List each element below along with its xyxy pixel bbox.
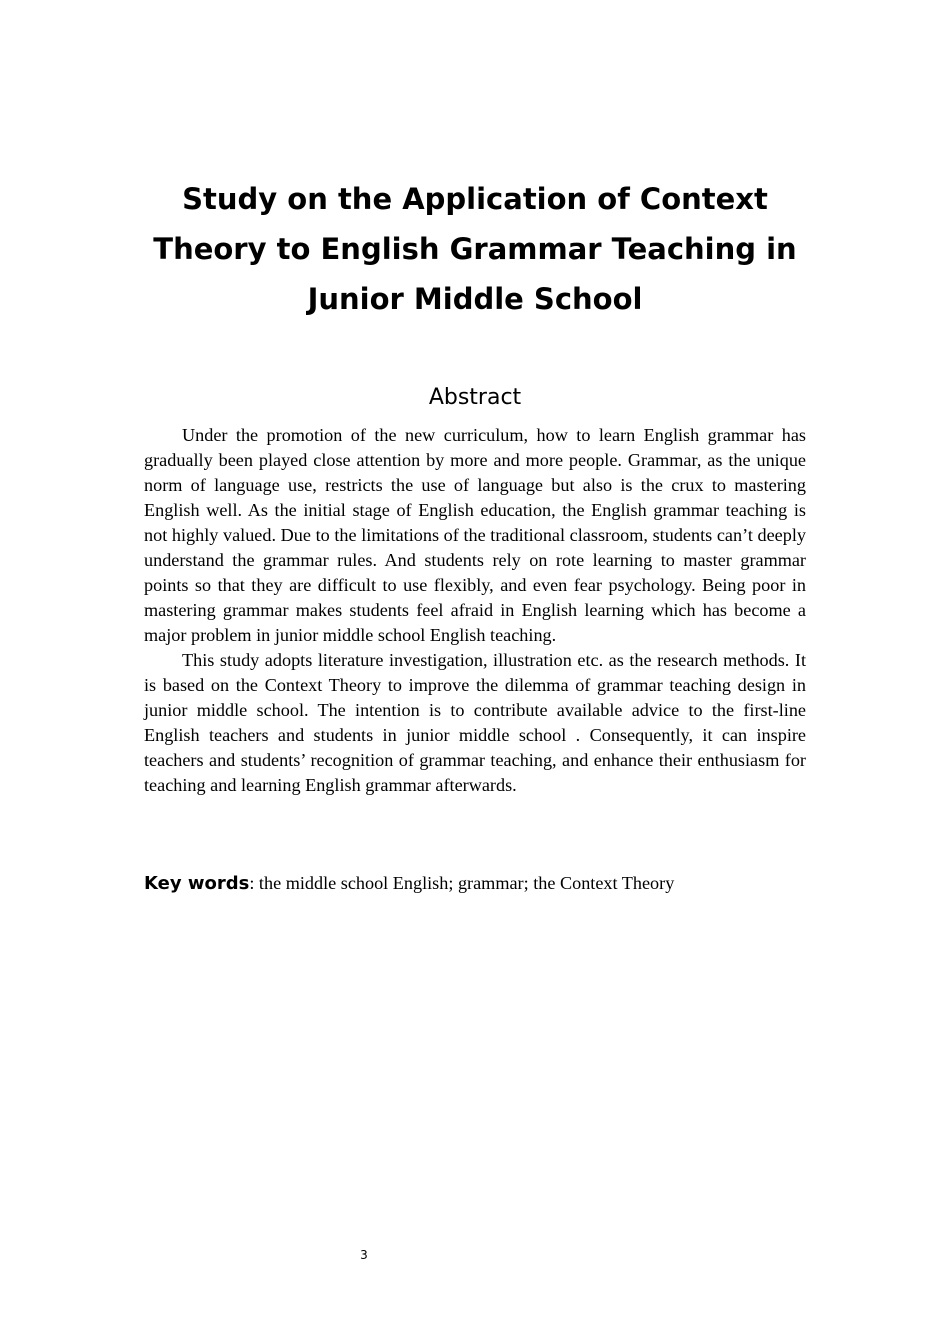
- abstract-heading: Abstract: [428, 385, 522, 410]
- keywords-text: the middle school English; grammar; the Context Theory: [258, 873, 675, 893]
- keywords-label: Key words: [144, 873, 250, 894]
- abstract-paragraph-1: Under the promotion of the new curriculum, how to learn English grammar has gradually been played close attention by more and more people. Grammar, as the unique norm of language use, restricts the use of language but also is the crux to mastering English well. As the initial stage of English education, the English grammar teaching is not highly valued. Due to the limitations of the traditional classroom, students can’t deeply understand the grammar rules. And students rely on rote learning to master grammar points so that they are difficult to use flexibly, and even fear psychology. Being poor in mastering grammar makes students feel afraid in English learning which has become a major problem in junior middle school English teaching.: [144, 425, 806, 645]
- keywords-line: [144, 871, 806, 896]
- abstract-body: [144, 423, 806, 798]
- page-number: 3: [360, 1248, 368, 1262]
- keywords-separator: :: [249, 873, 259, 893]
- abstract-paragraph-2: This study adopts literature investigation, illustration etc. as the research methods. It is based on the Context Theory to improve the dilemma of grammar teaching design in junior middle school. The intention is to contribute available advice to the first-line English teachers and students in junior middle school . Consequently, it can inspire teachers and students’ recognition of grammar teaching, and enhance their enthusiasm for teaching and learning English grammar afterwards.: [144, 650, 806, 795]
- page-title: Study on the Application of Context Theory to English Grammar Teaching in Junior Middle School: [153, 182, 797, 316]
